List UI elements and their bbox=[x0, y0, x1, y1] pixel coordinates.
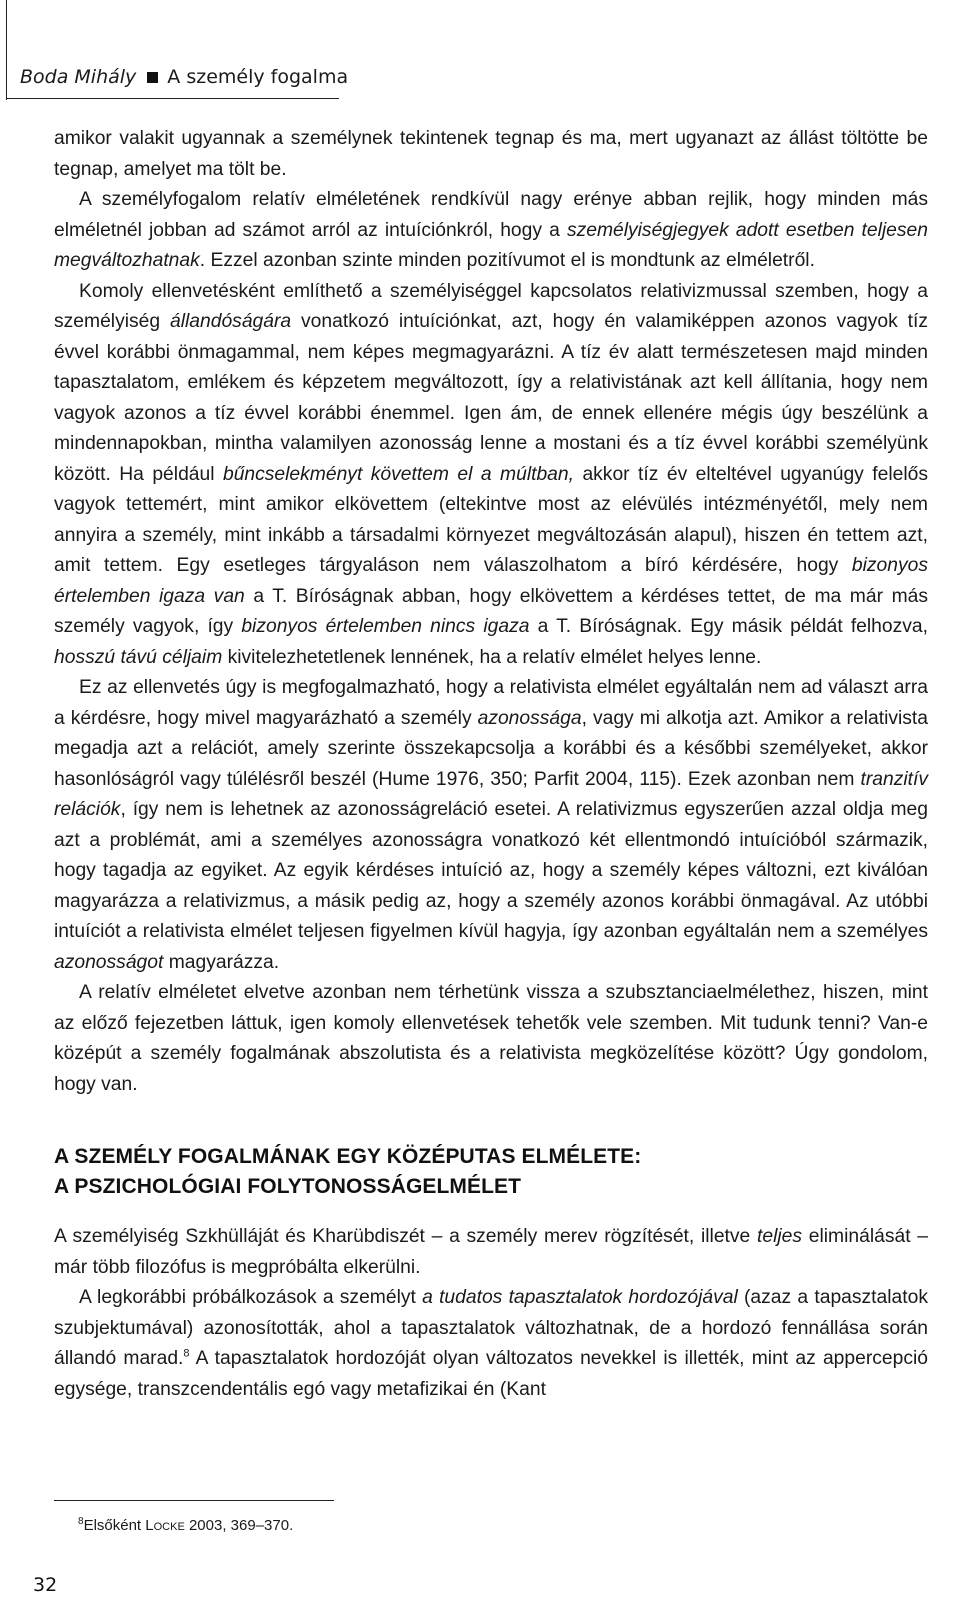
footnote-number: 8 bbox=[78, 1516, 84, 1527]
page-number: 32 bbox=[33, 1574, 58, 1596]
section-heading bbox=[54, 1142, 928, 1202]
emphasis: hosszú távú céljaim bbox=[54, 646, 223, 668]
emphasis: tranzitív relációk bbox=[54, 768, 928, 820]
emphasis: azonossága bbox=[477, 707, 582, 729]
emphasis: a tudatos tapasztalatok hordozójával bbox=[422, 1287, 738, 1308]
paragraph-3: Komoly ellenvetésként említhető a személyiséggel kapcsolatos relativizmussal szemben, hogy a személyiség állandóságára vonatkozó intuíciónkat, azt, hogy én valamiképpen azonos vagyok tíz évvel korábbi önmagammal, nem képes megmagyarázni. A tíz év alatt természetesen majd minden tapasztalatom, emlékem és képzetem megváltozott, így a relativistának azt kell állítania, hogy nem vagyok azonos a tíz évvel korábbi énemmel. Igen ám, de ennek ellenére mégis úgy beszélünk a mindennapokban, mintha valamilyen azonosság lenne a mostani és a tíz évvel korábbi személyünk között. Ha például bűncselekményt követtem el a múltban, akkor tíz év elteltével ugyanúgy felelős vagyok tettemért, mint amikor elkövettem (eltekintve most az elévülés intézményétől, mely nem annyira a személy, mint inkább a társadalmi környezet megváltozásán alapul), hiszen én tettem azt, amit tettem. Egy esetleges tárgyaláson nem válaszolhatom a bíró kérdésére, hogy bizonyos értelemben igaza van a T. Bíróságnak abban, hogy elkövettem a kérdéses tettet, de ma már más személy vagyok, így bizonyos értelemben nincs igaza a T. Bíróságnak. Egy másik példát felhozva, hosszú távú céljaim kivitelezhetetlenek lennének, ha a relatív elmélet helyes lenne. bbox=[54, 280, 928, 668]
emphasis: bizonyos értelemben igaza van bbox=[54, 555, 928, 607]
black-square-icon bbox=[147, 72, 158, 83]
section-paragraph-1: A személyiség Szkhülláját és Kharübdiszét – a személy merev rögzítését, illetve teljes eliminálását – már több filozófus is megpróbálta elkerülni. bbox=[54, 1226, 928, 1278]
emphasis: személyiségjegyek adott esetben teljesen megváltozhatnak bbox=[54, 219, 928, 271]
header-frame-left-rule bbox=[6, 0, 7, 100]
emphasis: állandóságára bbox=[170, 311, 292, 332]
header-frame-bottom-rule bbox=[6, 98, 339, 99]
emphasis: bűncselekményt követtem el a múltban, bbox=[222, 463, 574, 485]
section-heading-line-1: A SZEMÉLY FOGALMÁNAK EGY KÖZÉPUTAS ELMÉLETE: bbox=[54, 1145, 642, 1168]
paragraph-2: A személyfogalom relatív elméletének rendkívül nagy erénye abban rejlik, hogy minden más elméletnél jobban ad számot arról az intuíciónkról, hogy a személyiségjegyek adott esetben teljesen megváltozhatnak. Ezzel azonban szinte minden pozitívumot el is mondtunk az elméletről. bbox=[54, 189, 928, 271]
footnote-reference[interactable]: 8 bbox=[183, 1347, 190, 1360]
section-heading-line-2: A PSZICHOLÓGIAI FOLYTONOSSÁGELMÉLET bbox=[54, 1175, 522, 1198]
footnote: $^8$Elsőként Locke 2003, 369–370. bbox=[78, 1516, 294, 1534]
page-content bbox=[54, 124, 928, 1405]
running-header bbox=[20, 66, 348, 88]
paragraph-4: Ez az ellenvetés úgy is megfogalmazható, hogy a relativista elmélet egyáltalán nem ad választ arra a kérdésre, hogy mivel magyarázható a személy azonossága, vagy mi alkotja azt. Amikor a relativista megadja azt a relációt, amely szerinte összekapcsolja a korábbi és a későbbi személyeket, akkor hasonlóságról vagy túlélésről beszél (Hume 1976, 350; Parfit 2004, 115). Ezek azonban nem tranzitív relációk, így nem is lehetnek az azonosságreláció esetei. A relativizmus egyszerűen azzal oldja meg azt a problémát, ami a személyes azonosságra vonatkozó két ellentmondó intuícióból származik, hogy tagadja az egyiket. Az egyik kérdéses intuíció az, hogy a személy képes változni, ezt kiválóan magyarázza a relativizmus, a másik pedig az, hogy a személy azonos korábbi önmagával. Az utóbbi intuíciót a relativista elmélet teljesen figyelmen kívül hagyja, így azonban egyáltalán nem a személyes azonosságot magyarázza. bbox=[54, 677, 928, 973]
section-paragraph-2: A legkorábbi próbálkozások a személyt a tudatos tapasztalatok hordozójával (azaz a tapasztalatok szubjektumával) azonosították, ahol a tapasztalatok változhatnak, de a hordozó fennállása során állandó marad.$^8$ A tapasztalatok hordozóját olyan változatos nevekkel is illették, mint az appercepció egysége, transzcendentális egó vagy metafizikai én (Kant bbox=[54, 1287, 928, 1400]
emphasis: azonosságot bbox=[54, 951, 164, 973]
footnote-separator bbox=[54, 1500, 334, 1501]
footnote-author-name: Locke bbox=[145, 1517, 185, 1534]
paragraph-5: A relatív elméletet elvetve azonban nem térhetünk vissza a szubsztanciaelmélethez, hiszen, mint az előző fejezetben láttuk, igen komoly ellenvetések tehetők vele szemben. Mit tudunk tenni? Van-e középút a személy fogalmának abszolutista és a relativista megközelítése között? Úgy gondolom, hogy van. bbox=[54, 982, 928, 1095]
header-chapter-title: A személy fogalma bbox=[167, 66, 349, 88]
header-author: Boda Mihály bbox=[20, 66, 137, 88]
paragraph-1: amikor valakit ugyannak a személynek tekintenek tegnap és ma, mert ugyanazt az állást töltötte be tegnap, amelyet ma tölt be. bbox=[54, 128, 928, 180]
emphasis: bizonyos értelemben nincs igaza bbox=[241, 616, 530, 637]
emphasis: teljes bbox=[757, 1226, 803, 1247]
